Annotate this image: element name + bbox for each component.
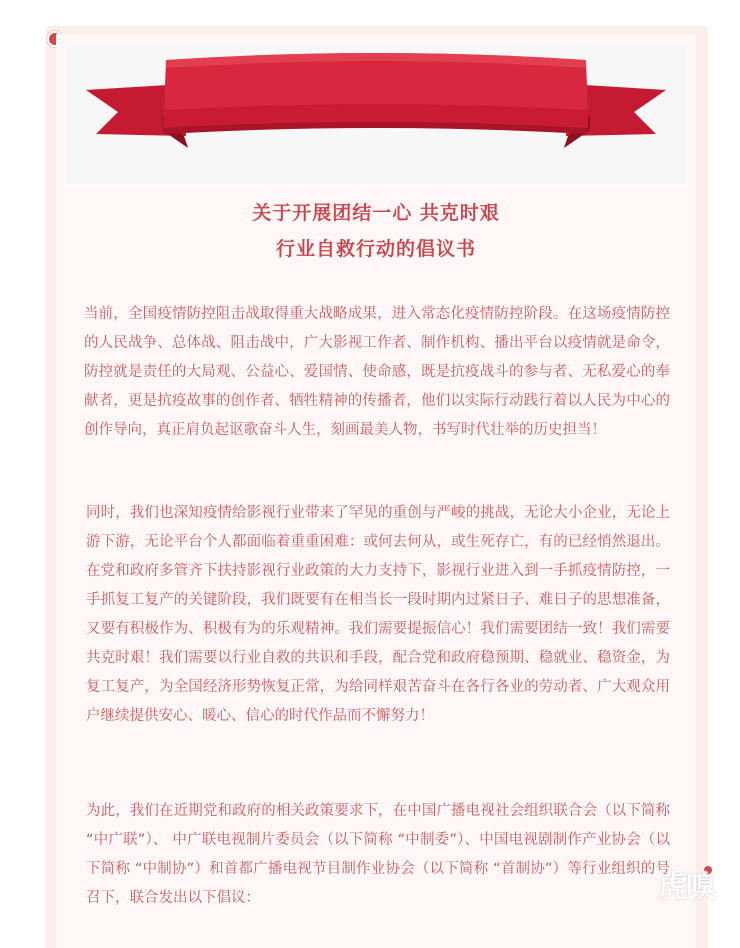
paragraph-1: 当前，全国疫情防控阻击战取得重大战略成果，进入常态化疫情防控阶段。在这场疫情防控的人民战争、总体战、阻击战中，广大影视工作者、制作机构、播出平台以疫情就是命令，防控就是责任的大局观、公益心、爱国情、使命感，既是抗疫战斗的参与者、无私爱心的奉献者，更是抗疫故事的创作者、牺牲精神的传播者，他们以实际行动践行着以人民为中心的创作导向，真正肩负起讴歌奋斗人生，刻画最美人物，书写时代壮举的历史担当！	[84, 306, 670, 438]
paragraph-2: 同时，我们也深知疫情给影视行业带来了罕见的重创与严峻的挑战，无论大小企业，无论上游下游，无论平台个人都面临着重重困难：或何去何从，或生死存亡，有的已经悄然退出。在党和政府多管齐下扶持影视行业政策的大力支持下，影视行业进入到一手抓疫情防控，一手抓复工复产的关键阶段，我们既要有在相当长一段时期内过紧日子、难日子的思想准备，又要有积极作为、积极有为的乐观精神。我们需要提振信心！我们需要团结一致！我们需要共克时艰！我们需要以行业自救的共识和手段，配合党和政府稳预期、稳就业、稳资金，为复工复产，为全国经济形势恢复正常，为给同样艰苦奋斗在各行各业的劳动者、广大观众用户继续提供安心、暖心、信心的时代作品而不懈努力！	[86, 505, 670, 724]
document-title-line-2: 行业自救行动的倡议书	[275, 238, 476, 260]
document-title-line-1: 关于开展团结一心 共克时艰	[252, 202, 500, 224]
red-ribbon-banner-icon	[66, 44, 686, 184]
banner	[66, 44, 686, 184]
hupu-watermark-logo-icon: 虎嗅	[658, 870, 714, 905]
paragraph-3: 为此，我们在近期党和政府的相关政策要求下，在中国广播电视社会组织联合会（以下简称 “中广联”）、 中广联电视制片委员会（以下简称 “中制委”）、中国电视剧制作产业协会（以下简称 “中制协”）和首都广播电视节目制作业协会（以下简称 “首制协”）等行业组织的号召下，联合发出以下倡议：	[86, 803, 670, 906]
